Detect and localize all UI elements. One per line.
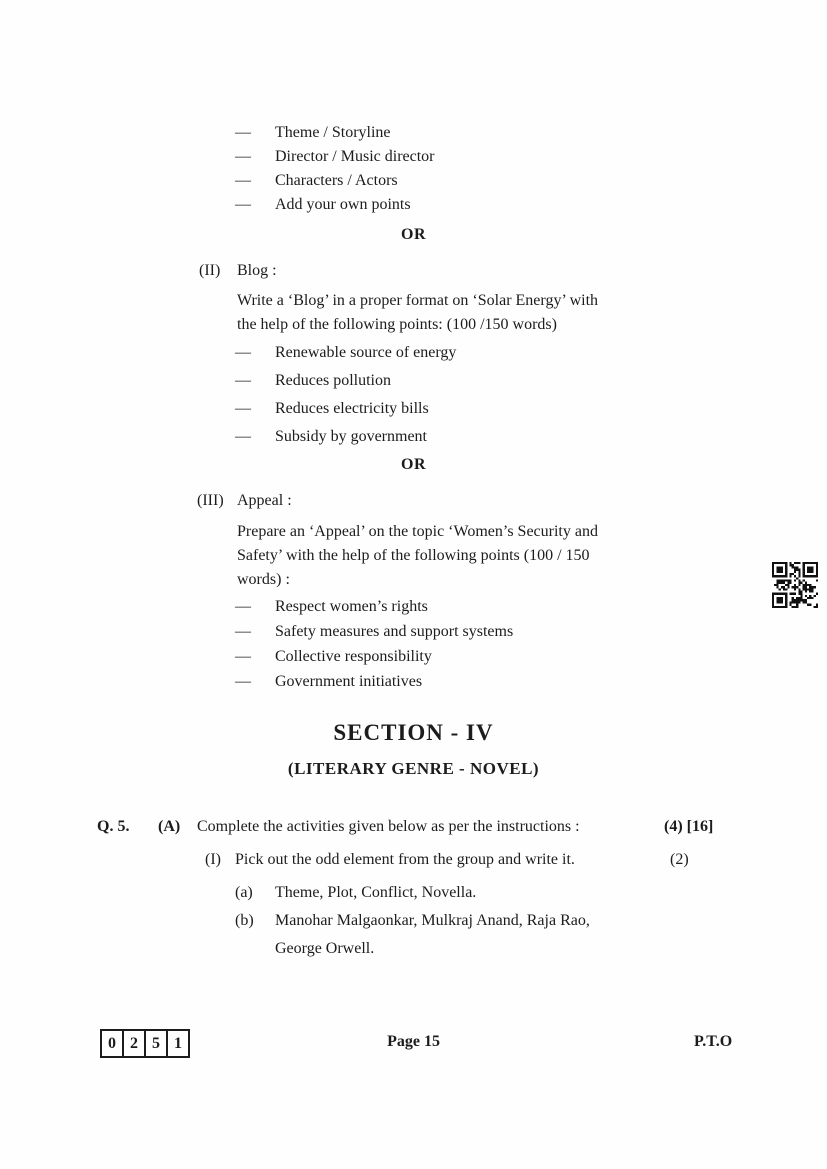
dash-bullet-icon: —	[235, 648, 251, 665]
page-number: Page 15	[387, 1033, 440, 1050]
option-text: Manohar Malgaonkar, Mulkraj Anand, Raja Rao,	[275, 912, 590, 929]
section-title: SECTION - IV	[333, 720, 494, 745]
option-label: (b)	[235, 912, 254, 929]
paragraph-line: Prepare an ‘Appeal’ on the topic ‘Women’s Security and	[237, 523, 598, 540]
list-item	[235, 395, 456, 423]
paragraph-line: the help of the following points: (100 /150 words)	[237, 316, 557, 333]
list-item-text: Government initiatives	[275, 673, 423, 690]
dash-bullet-icon: —	[235, 598, 251, 615]
list-item	[235, 193, 435, 217]
paragraph-line: Safety’ with the help of the following points (100 / 150	[237, 547, 590, 564]
paper-code-digit: 2	[124, 1031, 146, 1056]
list-item	[235, 121, 435, 145]
or-divider: OR	[401, 456, 426, 473]
sub-question-number: (I)	[205, 851, 221, 868]
list-item	[235, 367, 456, 395]
option-text: George Orwell.	[275, 940, 375, 957]
list-item	[235, 619, 513, 644]
qr-code-image	[772, 562, 818, 608]
list-item	[235, 145, 435, 169]
list-item	[235, 644, 513, 669]
list-item	[235, 594, 513, 619]
paragraph-line: words) :	[237, 571, 290, 588]
dash-bullet-icon: —	[235, 172, 251, 189]
list-item-text: Safety measures and support systems	[275, 623, 514, 640]
q5-marks: (4) [16]	[664, 818, 714, 835]
blog-intro	[237, 289, 598, 337]
q5-instruction: Complete the activities given below as per the instructions :	[197, 818, 580, 835]
option-text: Theme, Plot, Conflict, Novella.	[275, 884, 477, 901]
list-item-text: Renewable source of energy	[275, 344, 457, 361]
appeal-points-list	[235, 594, 513, 694]
paper-code-digit: 1	[174, 1035, 182, 1052]
qr-code	[772, 562, 818, 608]
dash-bullet-icon: —	[235, 124, 251, 141]
paragraph-line: Write a ‘Blog’ in a proper format on ‘Solar Energy’ with	[237, 292, 599, 309]
list-item-text: Characters / Actors	[275, 172, 398, 189]
list-item	[235, 669, 513, 694]
list-item	[235, 169, 435, 193]
list-item-text: Theme / Storyline	[275, 124, 391, 141]
list-item-text: Collective responsibility	[275, 648, 432, 665]
dash-bullet-icon: —	[235, 428, 251, 445]
question-number: (II)	[199, 262, 221, 279]
option-label: (a)	[235, 884, 253, 901]
list-item	[235, 339, 456, 367]
dash-bullet-icon: —	[235, 400, 251, 417]
dash-bullet-icon: —	[235, 372, 251, 389]
film-points-list	[235, 121, 435, 217]
dash-bullet-icon: —	[235, 623, 251, 640]
list-item-text: Add your own points	[275, 196, 411, 213]
sub-question-marks: (2)	[670, 851, 689, 868]
or-divider: OR	[401, 226, 426, 243]
list-item-text: Respect women’s rights	[275, 598, 428, 615]
dash-bullet-icon: —	[235, 148, 251, 165]
list-item-text: Director / Music director	[275, 148, 435, 165]
paper-code-digit: 0	[102, 1031, 124, 1056]
question-title: Blog :	[237, 262, 277, 279]
list-item	[235, 423, 456, 451]
paper-code-digit: 5	[146, 1031, 168, 1056]
q5-label: Q. 5.	[97, 818, 130, 835]
pto-label: P.T.O	[694, 1033, 733, 1050]
question-number: (III)	[197, 492, 224, 509]
blog-heading	[199, 262, 277, 280]
list-item-text: Subsidy by government	[275, 428, 427, 445]
section-subtitle: (LITERARY GENRE - NOVEL)	[287, 759, 540, 778]
q5-part-label: (A)	[158, 818, 181, 835]
blog-points-list	[235, 339, 456, 451]
appeal-intro	[237, 520, 598, 592]
list-item-text: Reduces electricity bills	[275, 400, 429, 417]
dash-bullet-icon: —	[235, 196, 251, 213]
dash-bullet-icon: —	[235, 344, 251, 361]
sub-question-text: Pick out the odd element from the group and write it.	[235, 851, 575, 868]
list-item-text: Reduces pollution	[275, 372, 391, 389]
appeal-heading	[197, 492, 292, 510]
question-title: Appeal :	[237, 492, 292, 509]
dash-bullet-icon: —	[235, 673, 251, 690]
